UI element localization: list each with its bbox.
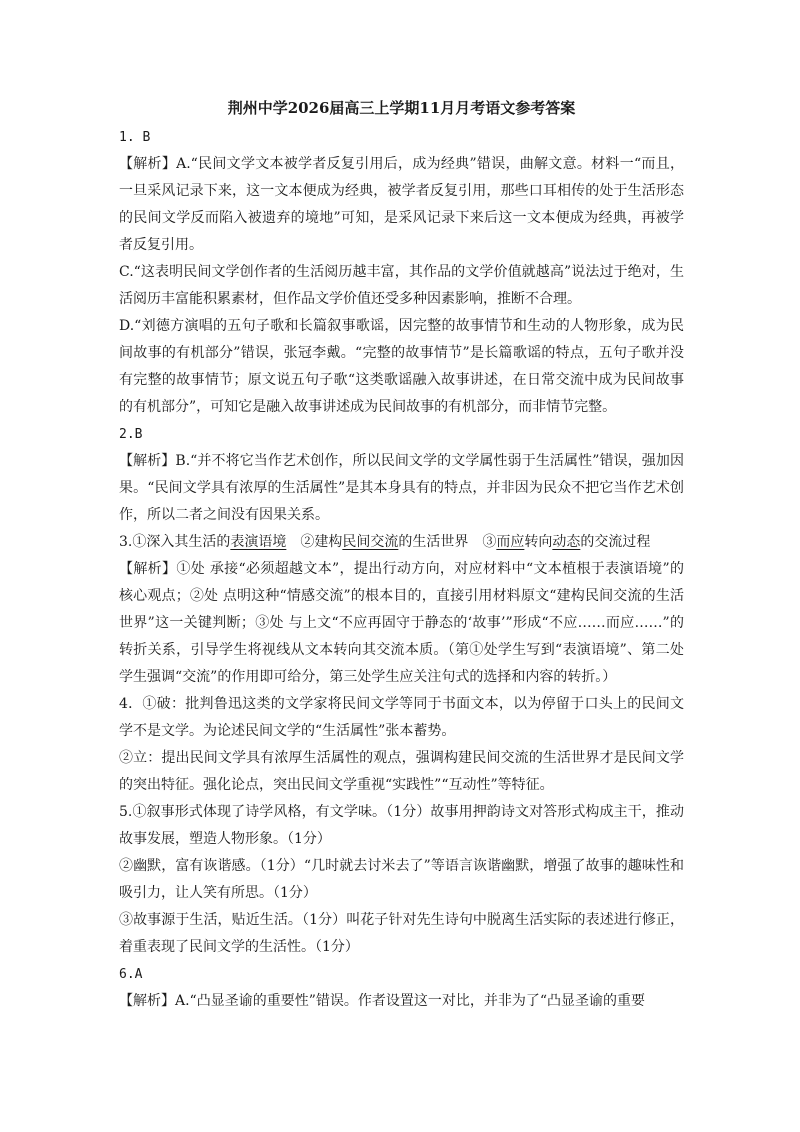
underlined-keyword: 动态	[552, 534, 581, 550]
explanation-paragraph: 5.①叙事形式体现了诗学风格，有文学味。（1分）故事用押韵诗文对答形式构成主干，推动故事发展，塑造人物形象。（1分）	[119, 804, 684, 847]
answer-3-line	[119, 529, 684, 556]
explanation-paragraph: ②幽默，富有诙谐感。（1分）“几时就去讨米去了”等语言诙谐幽默，增强了故事的趣味性和吸引力，让人笑有所思。（1分）	[119, 858, 684, 901]
underlined-keyword: 而应	[496, 534, 525, 550]
underlined-keyword: 表演语境	[230, 534, 287, 550]
explanation-paragraph: 【解析】①处 承接“必须超越文本”，提出行动方向，对应材料中“文本植根于表演语境”的核心观点；②处 点明这种“情感交流”的根本目的，直接引用材料原文“建构民间交流的生活世界”这一关键判断；③处 与上文“不应再固守于静态的‘故事’”形成“不应……而应……”的转折关系，引导学生将视线从文本转向其交流本质。（第①处学生写到“表演语境”、第二处学生强调“交流”的作用即可给分，第三处学生应关注句式的选择和内容的转折。）	[119, 561, 684, 685]
page-title: 荆州中学2026届高三上学期11月月考语文参考答案	[227, 99, 576, 117]
explanation-paragraph: ③故事源于生活，贴近生活。（1分）叫花子针对先生诗句中脱离生活实际的表述进行修正，着重表现了民间文学的生活性。（1分）	[119, 912, 684, 955]
answer-text: 的生活世界 ③	[398, 534, 497, 550]
answer-page	[119, 98, 684, 1015]
answer-text: ②建构	[286, 534, 343, 550]
underlined-keyword: 民间交流	[342, 534, 399, 550]
answer-key: 6.A	[119, 967, 143, 982]
answer-content	[119, 124, 684, 1015]
explanation-paragraph: D.“刘德方演唱的五句子歌和长篇叙事歌谣，因完整的故事情节和生动的人物形象，成为民间故事的有机部分”错误，张冠李戴。“完整的故事情节”是长篇歌谣的特点，五句子歌并没有完整的故事情节；原文说五句子歌“这类歌谣融入故事讲述，在日常交流中成为民间故事的有机部分”，可知它是融入故事讲述成为民间故事的有机部分，而非情节完整。	[119, 318, 684, 415]
answer-text: 转向	[524, 534, 553, 550]
answer-key: 1. B	[119, 130, 151, 145]
explanation-paragraph: 【解析】A.“民间文学文本被学者反复引用后，成为经典”错误，曲解文意。材料一“而且，一旦采风记录下来，这一文本便成为经典，被学者反复引用，那些口耳相传的处于生活形态的民间文学反而陷入被遗弃的境地”可知，是采风记录下来后这一文本便成为经典，再被学者反复引用。	[119, 156, 684, 253]
answer-text: 3.①深入其生活的	[119, 534, 231, 550]
explanation-paragraph: 4．①破：批判鲁迅这类的文学家将民间文学等同于书面文本，以为停留于口头上的民间文学不是文学。为论述民间文学的“生活属性”张本蓄势。	[119, 696, 684, 739]
explanation-paragraph: C.“这表明民间文学创作者的生活阅历越丰富，其作品的文学价值就越高”说法过于绝对，生活阅历丰富能积累素材，但作品文学价值还受多种因素影响，推断不合理。	[119, 264, 684, 307]
answer-key: 2.B	[119, 427, 143, 442]
explanation-paragraph: 【解析】A.“凸显圣谕的重要性”错误。作者设置这一对比，并非为了“凸显圣谕的重要	[119, 993, 646, 1009]
explanation-paragraph: ②立：提出民间文学具有浓厚生活属性的观点，强调构建民间交流的生活世界才是民间文学的突出特征。强化论点，突出民间文学重视“实践性”“互动性”等特征。	[119, 750, 684, 793]
explanation-paragraph: 【解析】B.“并不将它当作艺术创作，所以民间文学的文学属性弱于生活属性”错误，强加因果。“民间文学具有浓厚的生活属性”是其本身具有的特点，并非因为民众不把它当作艺术创作，所以二者之间没有因果关系。	[119, 453, 684, 523]
answer-text: 的交流过程	[580, 534, 651, 550]
